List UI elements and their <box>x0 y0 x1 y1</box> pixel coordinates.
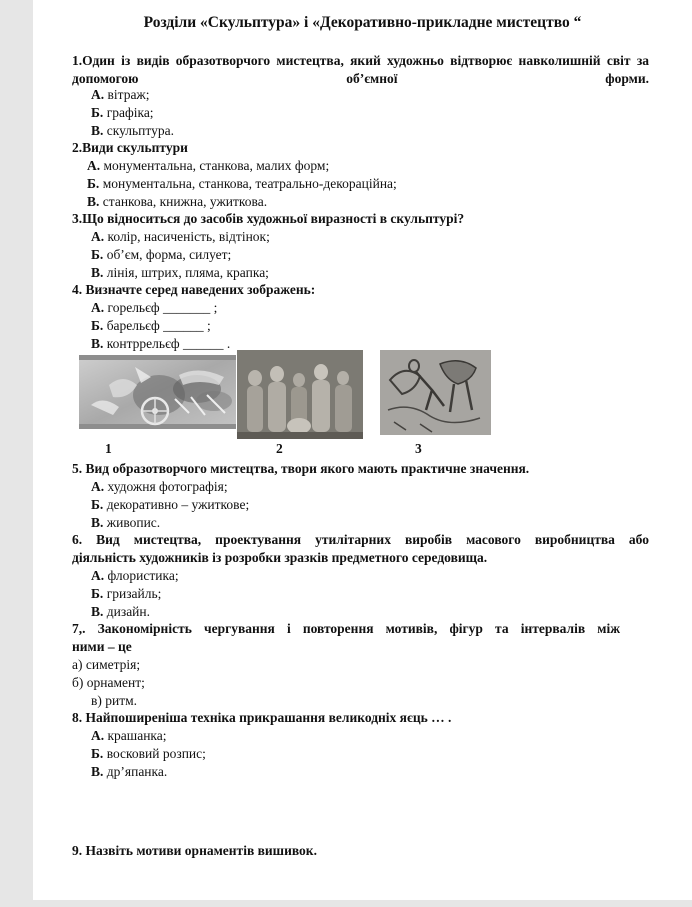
q2-option-b: Б. монументальна, станкова, театрально-декораційна; <box>87 176 397 191</box>
q6-option-a: А. флористика; <box>91 568 179 583</box>
question-7-line-2: ними – це <box>72 639 132 654</box>
question-6-line-2: діяльність художників із розробки зразків предметного середовища. <box>72 550 488 565</box>
q4-option-a: А. горельєф _______ ; <box>91 300 218 315</box>
worksheet-page <box>33 0 692 900</box>
q7-option-c: в) ритм. <box>91 693 138 708</box>
q5-option-b: Б. декоративно – ужиткове; <box>91 497 250 512</box>
relief-image-3-incised <box>380 350 491 435</box>
q5-option-a: А. художня фотографія; <box>91 479 228 494</box>
question-4-text: 4. Визначте серед наведених зображень: <box>72 282 316 297</box>
q5-option-c: В. живопис. <box>91 515 161 530</box>
q8-option-a: А. крашанка; <box>91 728 167 743</box>
question-3-text: 3.Що відноситься до засобів художньої виразності в скульптурі? <box>72 211 465 226</box>
question-8-text: 8. Найпоширеніша техніка прикрашання великодніх яєць … . <box>72 710 452 725</box>
q4-option-c: В. контррельєф ______ . <box>91 336 231 351</box>
q2-option-a: А. монументальна, станкова, малих форм; <box>87 158 330 173</box>
q3-option-a: А. колір, насиченість, відтінок; <box>91 229 270 244</box>
q3-option-c: В. лінія, штрих, пляма, крапка; <box>91 265 269 280</box>
q8-option-b: Б. восковий розпис; <box>91 746 206 761</box>
page-title: Розділи «Скульптура» і «Декоративно-прикладне мистецтво “ <box>143 14 582 31</box>
image-number-3: 3 <box>415 441 422 456</box>
q6-option-b: Б. гризайль; <box>91 586 162 601</box>
relief-image-2-figures <box>237 350 363 439</box>
question-1-text: 1.Один із видів образотворчого мистецтва, який художньо відтворює навколишній світ за допомогою об’ємної форми. <box>72 53 649 86</box>
q4-option-b: Б. барельєф ______ ; <box>91 318 211 333</box>
question-9-text: 9. Назвіть мотиви орнаментів вишивок. <box>72 843 317 858</box>
image-number-2: 2 <box>276 441 283 456</box>
question-7-line-1: 7,. Закономірність чергування і повторення мотивів, фігур та інтервалів між <box>72 621 620 636</box>
image-number-1: 1 <box>105 441 112 456</box>
q3-option-b: Б. об’єм, форма, силует; <box>91 247 232 262</box>
q1-option-c: В. скульптура. <box>91 123 174 138</box>
q1-option-b: Б. графіка; <box>91 105 154 120</box>
q1-option-a: А. вітраж; <box>91 87 150 102</box>
question-2-text: 2.Види скульптури <box>72 140 188 155</box>
q7-option-a: а) симетрія; <box>72 657 141 672</box>
question-5-text: 5. Вид образотворчого мистецтва, твори якого мають практичне значення. <box>72 461 530 476</box>
q6-option-c: В. дизайн. <box>91 604 151 619</box>
q2-option-c: В. станкова, книжна, ужиткова. <box>87 194 268 209</box>
question-6-line-1: 6. Вид мистецтва, проектування утилітарних виробів масового виробництва або <box>72 532 649 547</box>
q7-option-b: б) орнамент; <box>72 675 145 690</box>
relief-image-1-chariot <box>79 355 236 429</box>
q8-option-c: В. др’япанка. <box>91 764 168 779</box>
